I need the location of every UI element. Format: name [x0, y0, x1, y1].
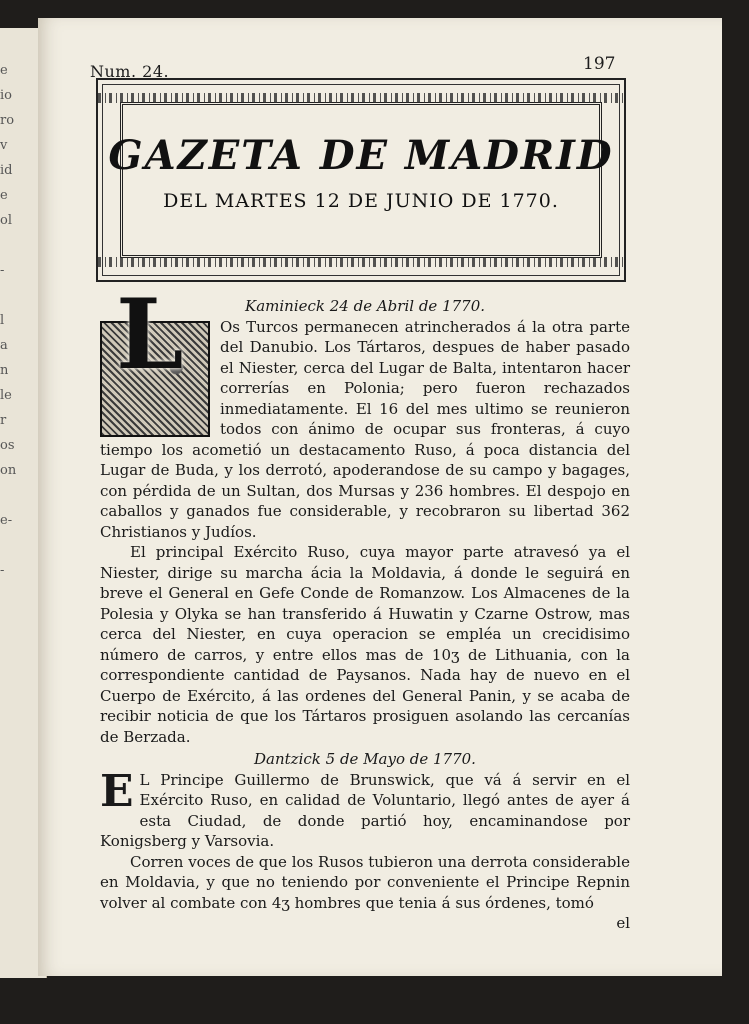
left-page-glyph: [0, 233, 40, 258]
catchword: el: [616, 914, 630, 932]
left-page-glyph: [0, 533, 40, 558]
initial-letter: E: [100, 765, 134, 817]
left-page-glyph: id: [0, 163, 13, 178]
left-page-glyph: a: [0, 338, 8, 353]
left-page-glyph: ol: [0, 213, 12, 228]
left-page-glyph: le: [0, 388, 12, 403]
left-page-text-fragments: [0, 58, 40, 633]
left-page-glyph: io: [0, 88, 12, 103]
left-page-glyph: [0, 283, 40, 308]
article-paragraph: L Principe Guillermo de Brunswick, que vá á servir en el Exército Ruso, en calidad de Voluntario, llegó antes de ayer á esta Ciudad, de donde partió hoy, encaminandose por Konigsberg y Varsovia.: [100, 770, 630, 850]
decorated-initial: L: [100, 321, 210, 437]
left-page-glyph: [0, 608, 40, 633]
left-page-glyph: [0, 583, 40, 608]
left-page-glyph: e: [0, 188, 8, 203]
newspaper-title: GAZETA DE MADRID: [108, 132, 614, 179]
article-paragraph: El principal Exército Ruso, cuya mayor parte atravesó ya el Niester, dirige su marcha ácia la Moldavia, á donde le seguirá en breve el General en Gefe Conde de Romanzow. Los Almacenes de la Polesia y Olyka se han transferido á Huwatin y Czarne Ostrow, mas cerca del Niester, en cuya operacion se empléa un crecidisimo número de carros, y entre ellos mas de 10ʒ de Lithuania, con la correspondiente cantidad de Paysanos. Nada hay de nuevo en el Cuerpo de Exército, á las ordenes del General Panin, y se acaba de recibir noticia de que los Tártaros prosiguen asolando las cercanías de Berzada.: [100, 543, 630, 746]
masthead-inner-border: [120, 102, 602, 258]
left-page-glyph: on: [0, 463, 17, 478]
left-page-glyph: e: [0, 63, 8, 78]
left-page-glyph: ro: [0, 113, 15, 128]
newspaper-page: [38, 18, 722, 976]
left-page-glyph: r: [0, 413, 7, 428]
left-page-glyph: -: [0, 563, 5, 578]
left-page-glyph: v: [0, 138, 8, 153]
issue-dateline: DEL MARTES 12 DE JUNIO DE 1770.: [163, 190, 559, 212]
left-page-glyph: -: [0, 263, 5, 278]
left-page-glyph: l: [0, 313, 5, 328]
ornament-border-top: [98, 93, 624, 103]
left-page-glyph: os: [0, 438, 15, 453]
masthead-frame: [96, 78, 626, 282]
article-place-date: Kaminieck 24 de Abril de 1770.: [244, 297, 486, 315]
ornament-border-bottom: [98, 257, 624, 267]
article-paragraph: Os Turcos permanecen atrincherados á la otra parte del Danubio. Los Tártaros, despues de haber pasado el Niester, cerca del Lugar de Balta, intentaron hacer correrías en Polonia; pero fueron rechazados inmediatamente. El 16 del mes ultimo se reunieron todos con ánimo de ocupar sus fronteras, á cuyo tiempo los acometió un destacamento Ruso, á poca distancia del Lugar de Buda, y los derrotó, apoderandose de su campo y bagages, con pérdida de un Sultan, dos Mursas y 236 hombres. El despojo en caballos y ganados fue considerable, y recobraron su libertad 362 Christianos y Judíos.: [100, 317, 630, 541]
issue-number: Num. 24.: [90, 62, 170, 81]
article-place-date: Dantzick 5 de Mayo de 1770.: [254, 750, 476, 768]
left-page-glyph: e-: [0, 513, 13, 528]
article-paragraph: Corren voces de que los Rusos tubieron una derrota considerable en Moldavia, y que no teniendo por conveniente el Principe Repnin volver al combate con 4ʒ hombres que tenia á sus órdenes, tomó: [100, 852, 630, 912]
left-page-glyph: [0, 483, 40, 508]
article-kaminieck: [100, 277, 630, 934]
page-number: 197: [583, 54, 616, 74]
left-page-glyph: n: [0, 363, 9, 378]
